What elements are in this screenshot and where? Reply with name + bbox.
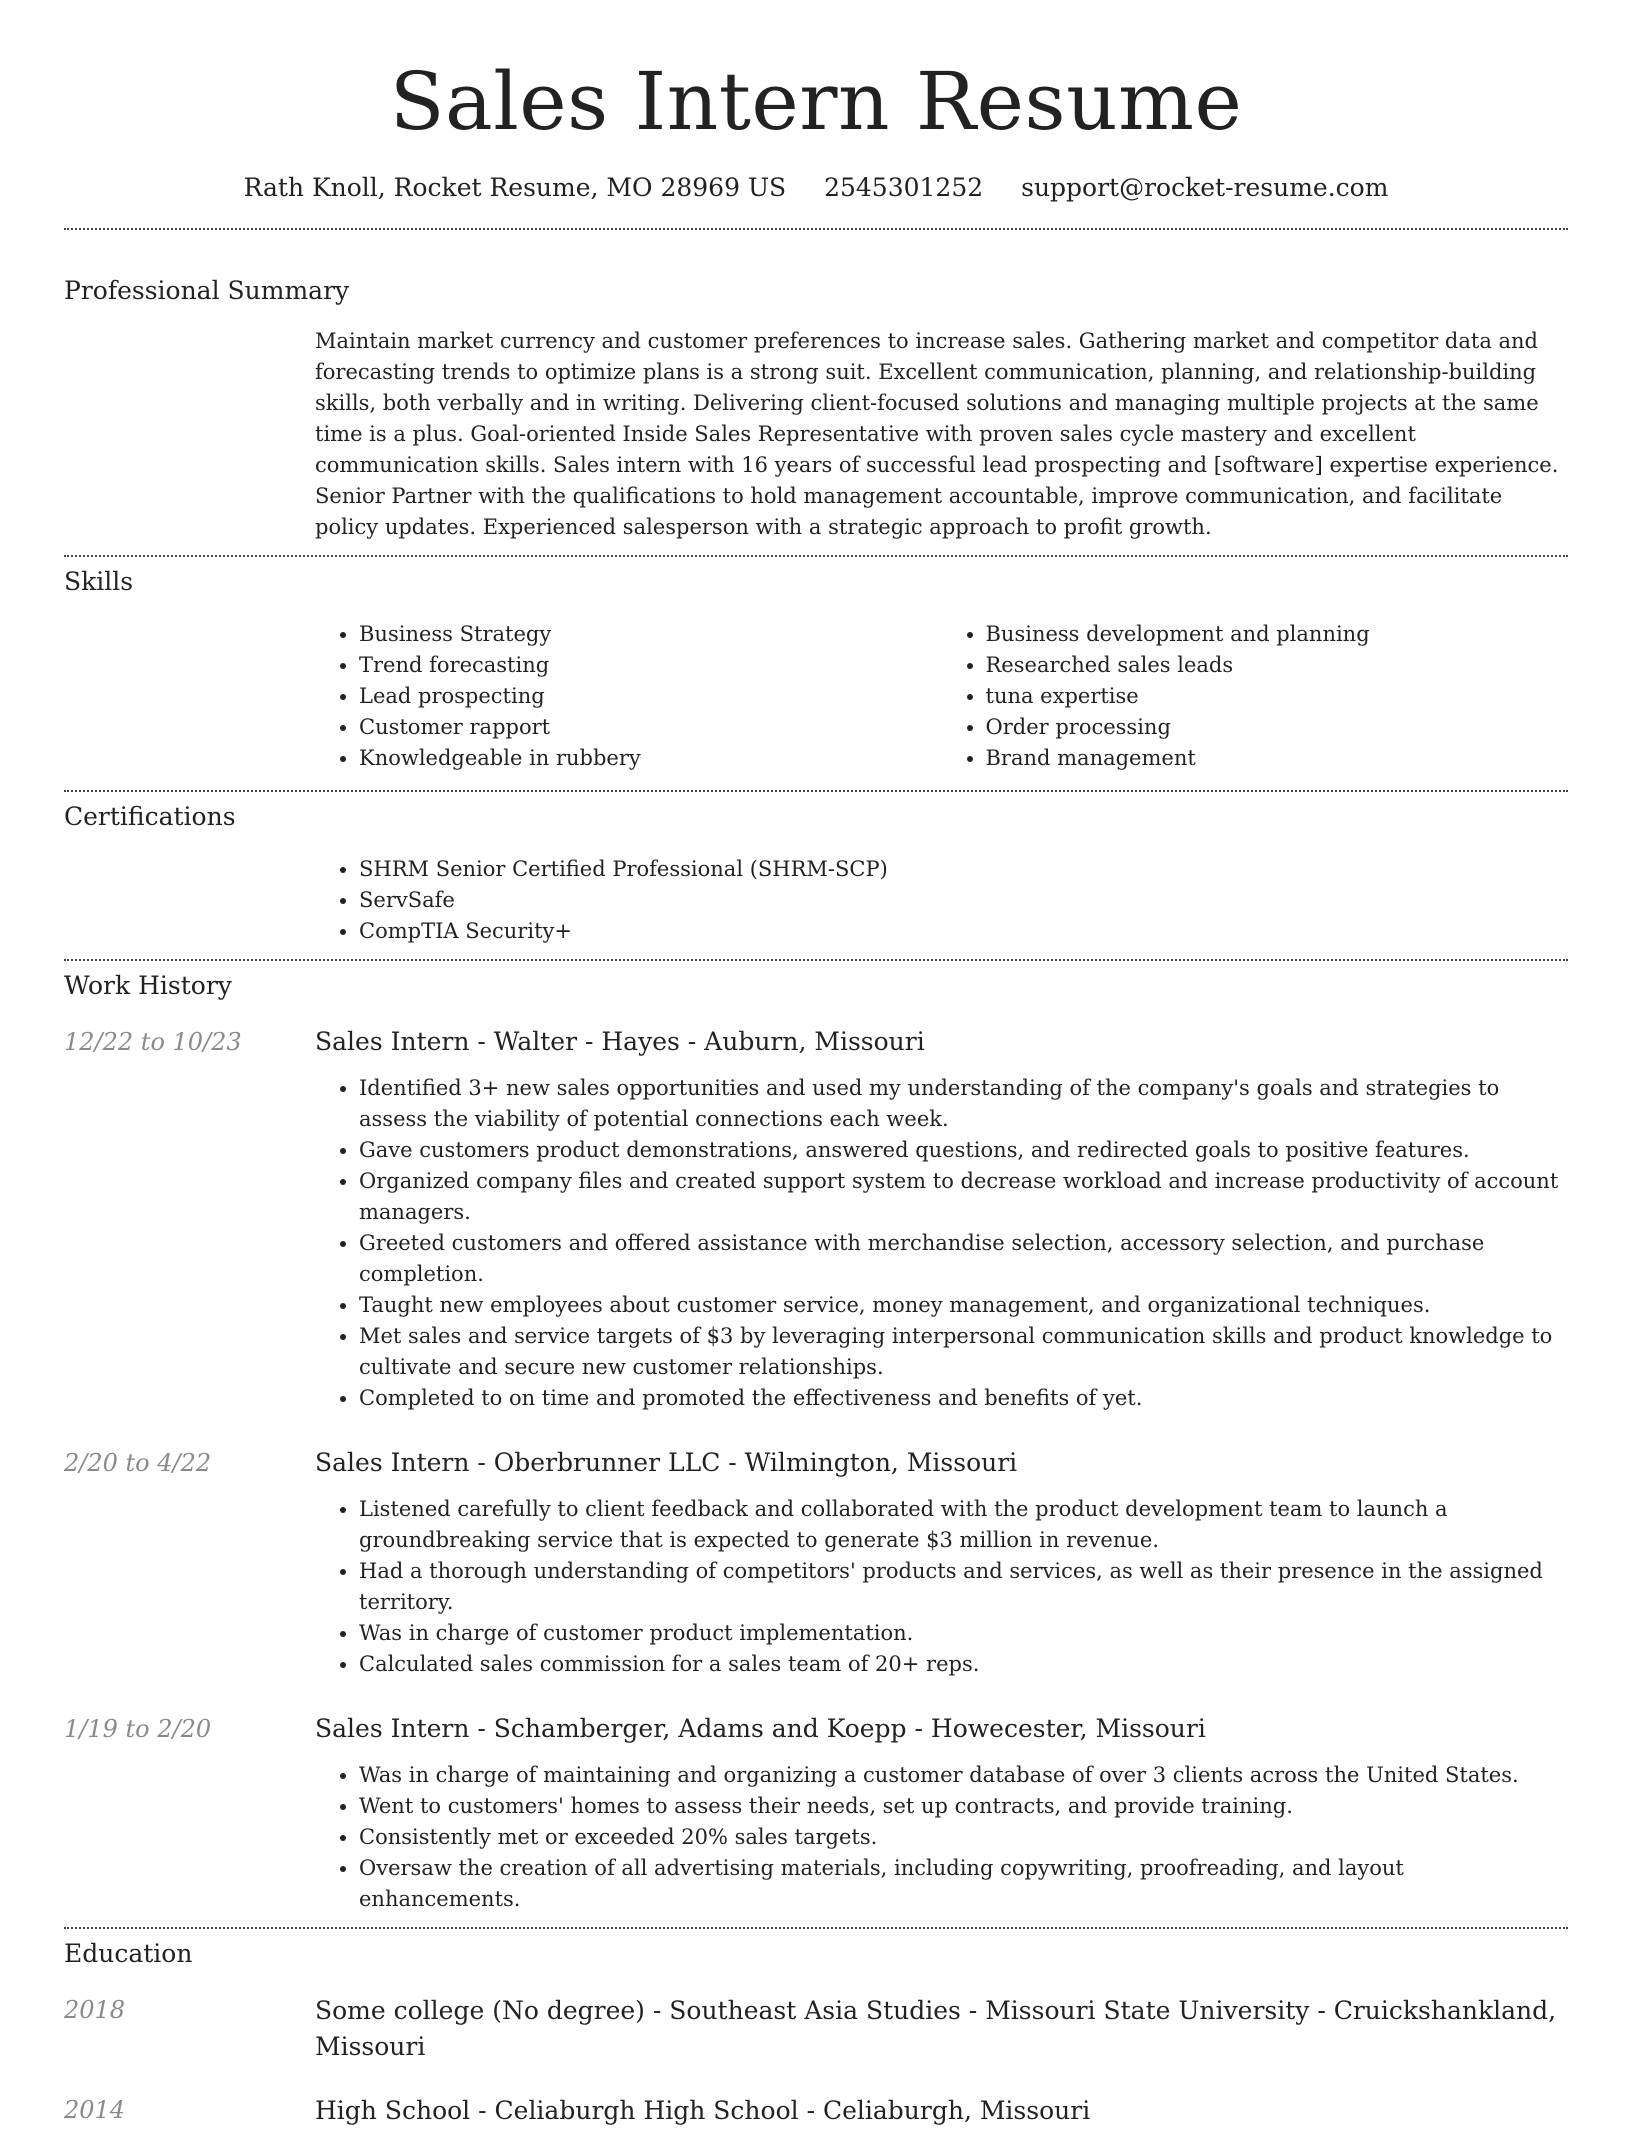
- skill-item: • Knowledgeable in rubbery: [359, 743, 942, 774]
- job-dates: 2/20 to 4/22: [64, 1449, 212, 1477]
- resume-title: Sales Intern Resume: [389, 55, 1243, 148]
- certification-item: • SHRM Senior Certified Professional (SHRM-SCP): [359, 854, 1568, 885]
- job-bullet: • Oversaw the creation of all advertising materials, including copywriting, proofreading, and layout enhancements.: [359, 1853, 1568, 1915]
- education-title: High School - Celiaburgh High School - Celiaburgh, Missouri: [315, 2096, 1091, 2125]
- education-year: 2014: [64, 2096, 126, 2124]
- job-bullet: • Listened carefully to client feedback and collaborated with the product development team to launch a groundbreaking service that is expected to generate $3 million in revenue.: [359, 1494, 1568, 1556]
- skill-item: • Trend forecasting: [359, 650, 942, 681]
- skill-item: • Customer rapport: [359, 712, 942, 743]
- section-title-certifications: Certifications: [64, 802, 236, 831]
- job-dates: 1/19 to 2/20: [64, 1715, 212, 1743]
- job-bullet: • Calculated sales commission for a sales team of 20+ reps.: [359, 1649, 1568, 1680]
- job-entry: [64, 1712, 1568, 1915]
- job-bullets: [315, 1073, 1568, 1414]
- education-section: [64, 1929, 1568, 2129]
- job-bullet: • Was in charge of customer product implementation.: [359, 1618, 1568, 1649]
- skills-list-right: [942, 619, 1569, 774]
- education-title: Some college (No degree) - Southeast Asia Studies - Missouri State University - Cruickshankland, Missouri: [315, 1996, 1557, 2061]
- certification-item: • CompTIA Security+: [359, 916, 1568, 947]
- job-title: Sales Intern - Oberbrunner LLC - Wilmington, Missouri: [315, 1448, 1018, 1477]
- contact-line: [64, 170, 1568, 206]
- education-entry: [64, 2093, 1568, 2129]
- job-entry: [64, 1025, 1568, 1414]
- education-year: 2018: [64, 1996, 126, 2024]
- skill-item: • Business development and planning: [986, 619, 1569, 650]
- job-bullet: • Met sales and service targets of $3 by leveraging interpersonal communication skills and product knowledge to cultivate and secure new customer relationships.: [359, 1321, 1568, 1383]
- work-history-section: [64, 961, 1568, 1927]
- contact-address: Rath Knoll, Rocket Resume, MO 28969 US: [243, 173, 787, 202]
- job-title: Sales Intern - Schamberger, Adams and Koepp - Howecester, Missouri: [315, 1714, 1206, 1743]
- section-title-work-history: Work History: [64, 971, 232, 1000]
- skill-item: • Lead prospecting: [359, 681, 942, 712]
- skill-item: • Order processing: [986, 712, 1569, 743]
- certifications-list: [315, 854, 1568, 947]
- certification-item: • ServSafe: [359, 885, 1568, 916]
- summary-text: Maintain market currency and customer preferences to increase sales. Gathering market and competitor data and forecasting trends to optimize plans is a strong suit. Excellent communication, planning, and relationship-building skills, both verbally and in writing. Delivering client-focused solutions and managing multiple projects at the same time is a plus. Goal-oriented Inside Sales Representative with proven sales cycle mastery and excellent communication skills. Sales intern with 16 years of successful lead prospecting and [software] expertise experience. Senior Partner with the qualifications to hold management accountable, improve communication, and facilitate policy updates. Experienced salesperson with a strategic approach to profit growth.: [315, 329, 1559, 539]
- job-dates: 12/22 to 10/23: [64, 1028, 242, 1056]
- job-bullet: • Organized company files and created support system to decrease workload and increase productivity of account managers.: [359, 1166, 1568, 1228]
- skill-item: • Researched sales leads: [986, 650, 1569, 681]
- job-bullet: • Taught new employees about customer service, money management, and organizational techniques.: [359, 1290, 1568, 1321]
- job-bullet: • Identified 3+ new sales opportunities and used my understanding of the company's goals and strategies to assess the viability of potential connections each week.: [359, 1073, 1568, 1135]
- job-bullet: • Greeted customers and offered assistance with merchandise selection, accessory selection, and purchase completion.: [359, 1228, 1568, 1290]
- section-title-skills: Skills: [64, 567, 134, 596]
- job-bullet: • Gave customers product demonstrations, answered questions, and redirected goals to positive features.: [359, 1135, 1568, 1166]
- section-title-summary: Professional Summary: [64, 276, 350, 305]
- skills-section: [64, 557, 1568, 790]
- job-bullet: • Consistently met or exceeded 20% sales targets.: [359, 1822, 1568, 1853]
- contact-email[interactable]: support@rocket-resume.com: [1021, 173, 1389, 202]
- resume-page: [64, 0, 1568, 2129]
- skill-item: • tuna expertise: [986, 681, 1569, 712]
- job-title: Sales Intern - Walter - Hayes - Auburn, Missouri: [315, 1027, 925, 1056]
- job-bullet: • Completed to on time and promoted the effectiveness and benefits of yet.: [359, 1383, 1568, 1414]
- job-bullet: • Had a thorough understanding of competitors' products and services, as well as their presence in the assigned territory.: [359, 1556, 1568, 1618]
- contact-phone: 2545301252: [824, 173, 984, 202]
- job-bullet: • Went to customers' homes to assess their needs, set up contracts, and provide training.: [359, 1791, 1568, 1822]
- skills-list-left: [315, 619, 942, 774]
- certifications-section: [64, 792, 1568, 959]
- job-bullet: • Was in charge of maintaining and organizing a customer database of over 3 clients across the United States.: [359, 1760, 1568, 1791]
- job-bullets: [315, 1760, 1568, 1915]
- job-bullets: [315, 1494, 1568, 1680]
- skill-item: • Brand management: [986, 743, 1569, 774]
- job-entry: [64, 1446, 1568, 1680]
- summary-section: [64, 230, 1568, 555]
- education-entry: [64, 1993, 1568, 2065]
- section-title-education: Education: [64, 1939, 193, 1968]
- skill-item: • Business Strategy: [359, 619, 942, 650]
